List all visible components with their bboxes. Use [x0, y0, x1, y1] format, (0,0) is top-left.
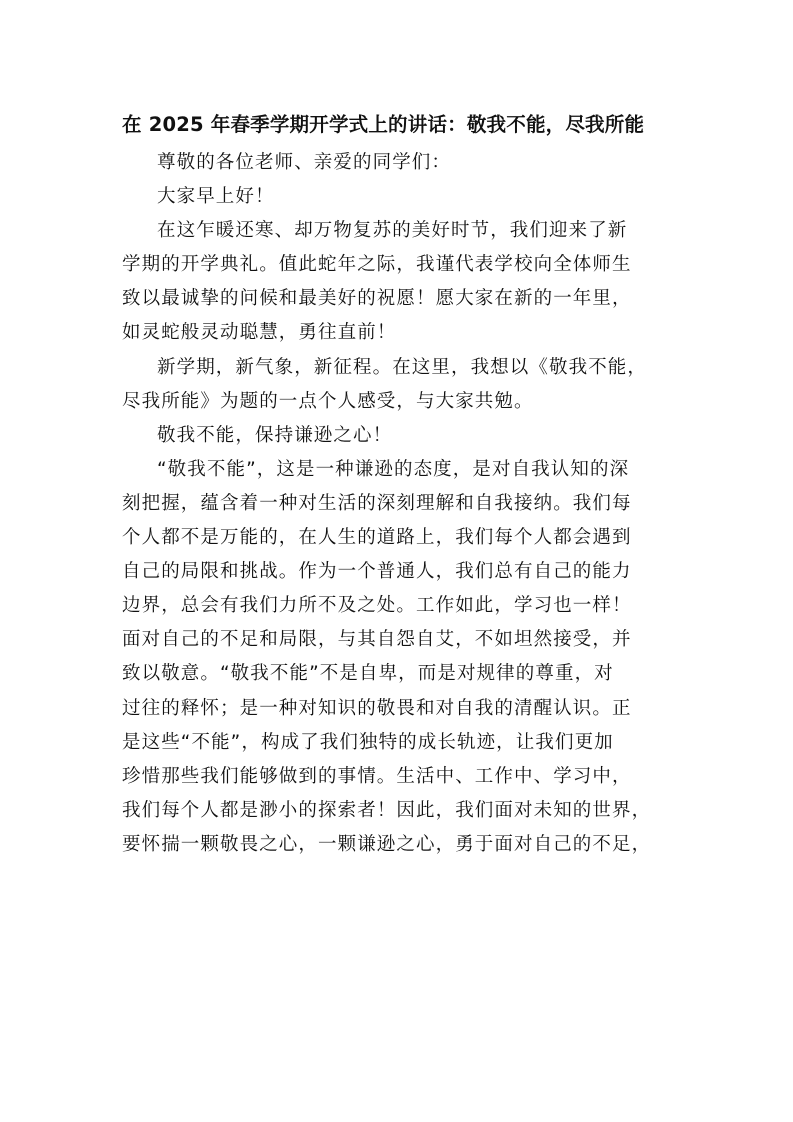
paragraph-line: 致以敬意。“敬我不能”不是自卑，而是对规律的尊重，对	[122, 663, 614, 685]
theme-paragraph	[122, 351, 674, 419]
greeting-paragraph	[122, 180, 674, 214]
paragraph-line: 自己的局限和挑战。作为一个普通人，我们总有自己的能力	[122, 561, 632, 583]
paragraph-line: 如灵蛇般灵动聪慧，勇往直前！	[122, 322, 397, 344]
section-heading: 敬我不能，保持谦逊之心！	[157, 424, 393, 446]
document-page	[122, 108, 674, 862]
paragraph-line: 尊敬的各位老师、亲爱的同学们：	[157, 152, 452, 173]
opening-paragraph	[122, 214, 674, 350]
paragraph-line: 边界，总会有我们力所不及之处。工作如此，学习也一样！	[122, 595, 632, 617]
paragraph-line: 珍惜那些我们能够做到的事情。生活中、工作中、学习中，	[122, 765, 632, 787]
paragraph-line: 大家早上好！	[157, 186, 275, 208]
salutation-paragraph	[122, 146, 674, 180]
paragraph-line: 尽我所能》为题的一点个人感受，与大家共勉。	[122, 390, 534, 412]
paragraph-line: 新学期，新气象，新征程。在这里，我想以《敬我不能，	[157, 356, 648, 378]
paragraph-line: 我们每个人都是渺小的探索者！因此，我们面对未知的世界，	[122, 799, 652, 821]
paragraph-line: 刻把握，蕴含着一种对生活的深刻理解和自我接纳。我们每	[122, 492, 632, 514]
section-heading-paragraph	[122, 419, 674, 453]
paragraph-line: 在这乍暖还寒、却万物复苏的美好时节，我们迎来了新	[157, 220, 628, 242]
paragraph-line: 个人都不是万能的，在人生的道路上，我们每个人都会遇到	[122, 527, 632, 549]
body-paragraph	[122, 453, 674, 862]
paragraph-line: 过往的释怀；是一种对知识的敬畏和对自我的清醒认识。正	[122, 697, 632, 719]
paragraph-line: 要怀揣一颗敬畏之心，一颗谦逊之心，勇于面对自己的不足，	[122, 833, 652, 855]
paragraph-line: 学期的开学典礼。值此蛇年之际，我谨代表学校向全体师生	[122, 254, 632, 276]
paragraph-line: “敬我不能”，这是一种谦逊的态度，是对自我认知的深	[157, 458, 630, 480]
paragraph-line: 面对自己的不足和局限，与其自怨自艾，不如坦然接受，并	[122, 629, 632, 651]
paragraph-line: 致以最诚挚的问候和最美好的祝愿！愿大家在新的一年里，	[122, 288, 632, 310]
paragraph-line: 是这些“不能”，构成了我们独特的成长轨迹，让我们更加	[122, 731, 614, 753]
document-title: 在 2025 年春季学期开学式上的讲话：敬我不能，尽我所能	[122, 113, 645, 136]
